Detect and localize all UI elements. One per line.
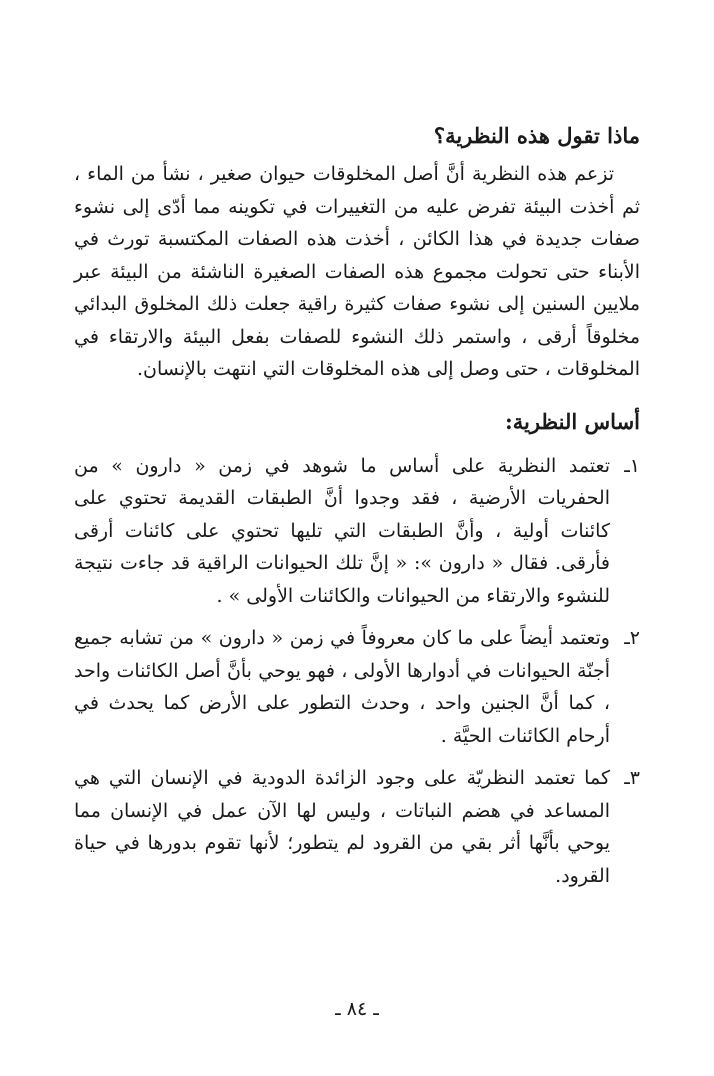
basis-list [74,450,640,893]
page-content [74,112,640,902]
page-number: ـ ٨٤ ـ [335,998,379,1020]
list-item-number: ٣ـ [624,767,640,789]
theory-paragraph: تزعم هذه النظرية أنَّ أصل المخلوقات حيوان صغير ، نشأ من الماء ، ثم أخذت البيئة تفرض عليه من التغييرات في تكوينه مما أدّى إلى نشوء صفات جديدة في هذا الكائن ، أخذت هذه الصفات المكتسبة تورث في الأبناء حتى تحولت مجموع هذه الصفات الصغيرة الناشئة من البيئة عبر ملايين السنين إلى نشوء صفات كثيرة راقية جعلت ذلك المخلوق البدائي مخلوقاً أرقى ، واستمر ذلك النشوء للصفات بفعل البيئة والارتقاء في المخلوقات ، حتى وصل إلى هذه المخلوقات التي انتهت بالإنسان. [74,163,640,380]
list-item [74,450,640,613]
list-item-text: تعتمد النظرية على أساس ما شوهد في زمن « دارون » من الحفريات الأرضية ، فقد وجدوا أنَّ الطبقات القديمة تحتوي على كائنات أولية ، وأنَّ الطبقات التي تليها تحتوي على كائنات أرقى فأرقى. فقال « دارون »: « إنَّ تلك الحيوانات الراقية قد جاءت نتيجة للنشوء والارتقاء من الحيوانات والكائنات الأولى » . [74,454,610,607]
list-item-text: كما تعتمد النظريّة على وجود الزائدة الدودية في الإنسان التي هي المساعد في هضم النباتات ، وليس لها الآن عمل في الإنسان مما يوحي بأنَّها أثر بقي من القرود لم يتطور؛ لأنها تقوم بدورها في حياة القرود. [74,767,610,887]
list-item-number: ٢ـ [624,627,640,649]
list-item [74,762,640,892]
list-item-number: ١ـ [624,454,640,477]
list-item [74,622,640,752]
section-heading-basis: أساس النظرية: [504,408,640,434]
section-heading-theory: ماذا تقول هذه النظرية؟ [433,123,640,148]
list-item-text: وتعتمد أيضاً على ما كان معروفاً في زمن « دارون » من تشابه جميع أجنّة الحيوانات في أدوارها الأولى ، فهو يوحي بأنَّ أصل الكائنات واحد ، كما أنَّ الجنين واحد ، وحدث التطور على الأرض كما يحدث في أرحام الكائنات الحيَّة . [74,627,610,747]
